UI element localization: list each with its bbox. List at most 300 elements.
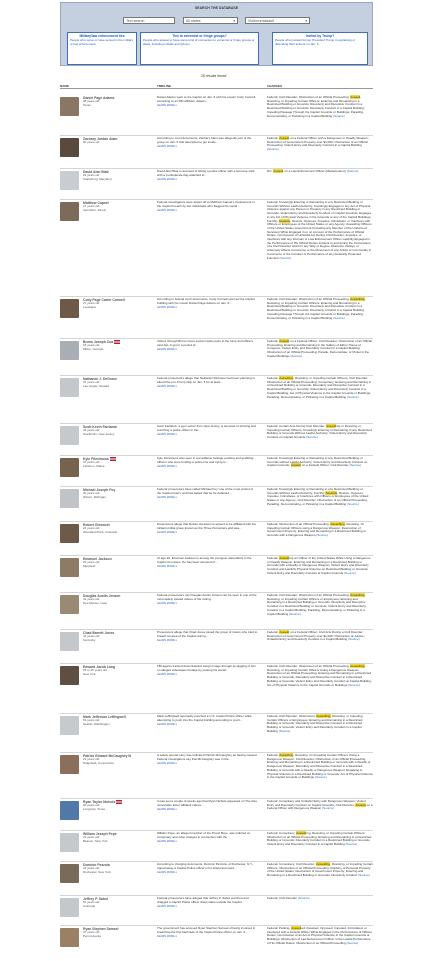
filter-card-text: People who serve or have served in the military, or law enforcement. [70,38,134,46]
table-row[interactable] [60,339,373,376]
learn-more-link[interactable]: LEARN MORE ▾ [157,385,177,389]
defendant-photo [60,138,79,157]
defendant-name-text: Robert Gieswein [83,523,110,527]
charges-text: Federal: Knowingly Entering or Remaining in any Restricted Building or Grounds without Lawful Authority; Violent Entry and Disorderly Conduct on Capitol Grounds; [267,456,368,468]
charges-text: ing or Resisting or Impeding Certain Officers; Knowingly Entering or Remaining in any Restricted Building or Grounds Without Lawful Authority; Violent Entry and Disorderly Conduct on Capitol Grounds [267,424,372,440]
defendant-place: Vermillion, Illinois [83,208,107,212]
table-row[interactable] [60,664,373,714]
timeline-text: Kyle Fitzsimons was seen in surveillance footage pushing and grabbing officers who were holding a police line and trying to... [157,457,254,464]
source-link[interactable]: (Source) [289,611,301,616]
timeline-text: According to court documents, Zachary Alam was allegedly part of the group on Jan. 6 that attempted to get inside... [157,137,252,144]
defendant-photo [60,426,79,445]
learn-more-link[interactable]: LEARN MORE ▾ [157,808,177,812]
learn-more-link[interactable]: LEARN MORE ▾ [157,871,177,875]
defendant-photo [60,524,79,543]
defendant-age: 43 years old [83,866,100,871]
defendant-info [83,931,101,938]
text-search-input[interactable]: Text search [123,17,175,24]
timeline-cell [157,170,258,182]
charges-text: on a Federal Officer; Civil Disorder; Obstruction of an Official Proceeding; Entering and Remaining in the Gallery of Either House of Congress; Violent Entry and Disorderly Conduct in a Capitol Building; Obstruction of an Official Proceeding; Parade, Demonstrate, or Picket in the Capitol Buildings [267,339,372,358]
charges-text: Federal: Civil Disorder [267,896,298,900]
source-link[interactable]: (Source) [322,806,334,811]
timeline-cell [157,523,258,535]
charges-text: , Resists, Opposes, Impedes, Intimidates, or Interferes with Officers or Employees of the United States or any Agency; Civil Disorder; Obstruction of an Official Proceeding; Parading, Demonstrating, or Picketing in a Capitol Building [267,490,369,506]
highlighted-term: Assault [279,630,290,634]
defendant-info [83,302,99,309]
highlighted-term: Assault [290,463,301,468]
defendant-name-text: Cody Page Carter Connell [83,298,125,302]
table-row[interactable] [60,556,373,593]
charges-text: , Resisting, or Impeding Certain Officers; Entering and Remaining in a Restricted Building or Grounds; Disorderly and Disruptive Conduct in a Restricted Building or Grounds; Disorderly Conduct in a Capitol Building; Impeding Passage Through the Capitol Grounds or Buildings; Parading, Demonstrating, or Picketing in a Capitol Building [267,297,366,320]
charges-text: Federal: [267,753,280,757]
defendant-info [83,492,106,499]
charges-cell [267,170,373,174]
defendant-photo [60,378,79,397]
defendant-place: Colorado [83,904,96,908]
charges-cell [267,377,373,399]
defendant-age: 38 years old [83,99,100,104]
timeline-cell [157,298,258,310]
learn-more-link[interactable]: LEARN MORE ▾ [157,935,177,939]
offense-select[interactable] [245,17,310,24]
defendant-age: 37 years old [83,930,100,935]
table-row[interactable] [60,799,373,831]
defendant-info [83,719,110,726]
highlighted-term: Assaulting [279,753,294,757]
charges-cell [267,800,373,811]
defendant-place: Rochester, New York [83,870,111,874]
timeline-text: It was just a couple of weeks ago that Ryan Nichols appeared on The Alex Jones/Alex Emer affidavit videos... [157,800,258,807]
column-header-timeline[interactable]: TIMELINE [157,84,171,88]
charges-cell [267,665,373,687]
timeline-cell [157,832,258,844]
defendant-place: Seattle, Washington [83,722,110,726]
learn-more-link[interactable]: LEARN MORE ▾ [157,209,177,213]
charges-text: , Resisting, or Impeding Certain Officers; Entering and Remaining in a Restricted Building or Grounds; Disorderly and Disruptive Conduct in a Restricted Building or Grounds; Disorderly Conduct in a Capitol Building; Impeding Passage Through the Capitol Grounds or Buildings; Parading, Demonstrating, or Picketing in a Capitol Building [267,95,365,118]
source-link[interactable]: (Source) [314,775,327,780]
defendant-place: Longview, Texas [83,807,105,811]
charges-cell [267,715,373,734]
source-link[interactable]: (Source) [348,682,360,687]
timeline-cell [157,863,258,875]
defendant-photo [60,666,79,685]
charges-text: on a Federal Officer with Dangerous Weapon [267,802,373,811]
trump-flag-icon [110,457,116,460]
table-row[interactable] [60,487,373,522]
timeline-text: The government has accused Ryan Stephen Samsel of being involved in breaching the first barricade of the Capitol Police officer on Jan. 6... [157,927,256,934]
learn-more-link[interactable]: LEARN MORE ▾ [157,496,177,500]
learn-more-link[interactable]: LEARN MORE ▾ [157,723,177,727]
timeline-text: Mark Leffingwell reportedly punched a U.S. Capitol Police officer while attempting to push into the Capitol building according to court... [157,715,252,722]
table-row[interactable] [60,200,373,297]
defendant-age: 43 years old [83,428,100,433]
highlighted-term: Assault [296,831,307,835]
defendant-age: 26 years old [83,173,100,178]
charges-text: Federal: [267,136,280,140]
charges-text: Federal: Knowingly Entering or Remaining in any Restricted Building or Grounds Without Lawful Authority; Forcibly [267,487,363,495]
defendant-info [83,141,99,145]
timeline-text: Daniel Adams went to the Capitol on Jan. 6 with his cousin Cody Connell, according to an FBI affidavit. Adams... [157,96,256,103]
timeline-text: Federal prosecutors allege that Nathaniel DeGrave had been planning to attend the pro-Trump rally on Jan. 6 for at least... [157,377,256,384]
source-link[interactable]: (Source) [344,570,356,575]
charges-cell [267,557,373,576]
search-panel-title: SEARCH THE DATABASE [194,6,239,10]
table-header [60,84,373,89]
defendant-place: New York [83,672,96,676]
defendant-place: Des Moines, Iowa [83,601,107,605]
timeline-cell [157,800,258,812]
learn-more-link[interactable]: LEARN MORE ▾ [157,565,177,569]
highlighted-term: Assault [326,424,337,428]
charges-text: Federal: Civil Disorder; Obstruction; [267,714,317,718]
charges-cell [267,488,373,507]
defendant-age: 41 years old [83,597,100,602]
learn-more-link[interactable]: LEARN MORE ▾ [157,673,177,677]
table-row[interactable] [60,862,373,896]
results-count: 28 results found [200,74,227,78]
learn-more-link[interactable]: LEARN MORE ▾ [157,905,177,909]
table-row[interactable] [60,136,373,169]
learn-more-link[interactable]: LEARN MORE ▾ [157,104,177,108]
highlighted-term: Assault [355,802,366,807]
charges-text: Federal: Civil Disorder; Obstruction of an Official Proceeding; [267,297,351,301]
charges-text: , Resisting, or Impeding Certain Officers or Employees; Entering and Remaining in a Restricted Building or Grounds; Disorderly and Disruptive Conduct in a Restricted Building or Grounds; Violent Entry and Disorderly Conduct in a Capitol Building; Parading, Demonstrating, or Picketing in a Capitol Building [267,593,366,616]
defendant-age: 30 years old [83,491,100,496]
defendant-photo [60,458,79,477]
trump-flag-icon [114,340,120,343]
defendant-info [83,836,108,843]
charges-cell [267,863,373,878]
defendant-info [83,205,106,212]
source-link[interactable]: (Source) [316,533,328,538]
table-row[interactable] [60,376,373,424]
timeline-cell [157,425,258,437]
source-link[interactable]: (Source) [267,147,279,152]
charges-text: DC: [267,169,274,173]
source-link[interactable]: (Source) [345,842,358,847]
source-link[interactable]: (Source) [279,255,292,260]
source-link[interactable]: (Source) [333,113,345,118]
table-row[interactable] [60,630,373,664]
timeline-cell [157,897,258,909]
defendant-age: 27 years old [83,204,100,209]
defendant-name-text: Matthew Capsel [83,201,109,205]
highlighted-term: Assault [279,556,290,560]
highlighted-term: Assaults [325,490,338,495]
defendant-name-text: Ryan Stephen Samsel [83,927,119,931]
defendant-age: 30 years old [83,140,100,145]
charges-text: Federal: Conspiracy; Civil Disorder; [267,862,316,866]
state-select-value: All states [186,19,201,23]
defendant-name-text: Scott Kevin Fairlamb [83,425,117,429]
defendant-place: Lebanon, Maine [83,464,105,468]
charges-cell [267,340,373,359]
source-link[interactable]: (Source) [346,169,359,173]
defendant-name-text: Daniel Page Adams [83,96,115,100]
timeline-text: According to federal court documents, Cody Connell stormed the Capitol building with his cousin Daniel Page Adams on Jan. 6... [157,298,255,305]
timeline-cell [157,457,258,469]
trump-flag-icon [116,800,122,803]
timeline-text: Federal investigators were tipped off to Matthew Capsel's involvement in the Capitol breach by two individuals who flagged his social... [157,201,255,208]
charges-cell [267,457,373,468]
source-link[interactable]: (Source) [358,873,370,878]
defendant-age: 31 years old [83,835,100,840]
timeline-text: At age 20, Emanuel Jackson is among the youngest defendants in the Capitol riot cases. He has been accused of... [157,557,252,564]
defendant-photo [60,928,79,947]
defendant-photo [60,833,79,852]
highlighted-term: Assaulting [350,664,365,668]
charges-text: , Resisting, or Impeding Certain Officers; Civil Disorder; Obstruction of an Official Proceeding; Conspiracy; Entering and Remaining in a Restricted Building or Grounds; Disorderly and Disruptive Conduct in a Restricted Building or Grounds; Violent Entry and Disorderly Conduct in a Capitol Building; Act of Physical Violence in the Capitol Grounds or Buildings; Parading, Demonstrating, or Picketing in a Capitol Building [267,376,372,399]
learn-more-link[interactable]: LEARN MORE ▾ [157,602,177,606]
defendant-info [83,901,99,908]
source-link[interactable]: (Source) [306,435,318,440]
learn-more-link[interactable]: LEARN MORE ▾ [157,531,177,535]
charges-text: ed, Resisted, Opposed, Impeded, Intimidated, or Interfered with a Federal Officer While Engaged in the Performance of Official Duties; Commission of an Act of Physical Violence in the Capitol Grounds or Buildings; Obstruction of Law Enforcement Officer in the Lawful Performance of His Official Duties; Obstruction of an Official Proceeding [267,926,372,945]
highlighted-term: Assault [350,95,361,99]
timeline-text: Federal prosecutors have alleged that Jeffrey P. Sabol punched and dragged a Capitol Police officer down stairs outside the Capitol... [157,897,249,904]
timeline-text: Federal prosecutors say Douglas Austin Jensen can be seen in one of the most widely viewed videos of the rioting... [157,594,257,601]
defendant-photo [60,489,79,508]
charges-text: Federal: Parking, [267,926,292,930]
defendant-place: Wixom, Michigan [83,495,106,499]
table-row[interactable] [60,169,373,200]
charges-text: Federal: Civil Disorder; Obstruction of an Official Proceeding; [267,95,351,99]
charges-text: Federal: [267,556,280,560]
defendant-info [83,100,99,107]
defendant-name-text: Emanuel Jackson [83,557,112,561]
defendant-photo [60,716,79,735]
learn-more-link[interactable]: LEARN MORE ▾ [157,433,177,437]
learn-more-link[interactable]: LEARN MORE ▾ [157,348,177,352]
defendant-info [83,429,114,436]
defendant-name-text: Nathaniel J. DeGrave [83,377,117,381]
defendant-age: 27 years old [83,301,100,306]
defendant-photo [60,595,79,614]
defendant-info [83,669,107,676]
defendant-name-text: Mark Jefferson Leffingwell [83,715,126,719]
defendant-photo [60,341,79,360]
defendant-age: 37 years old [83,460,100,465]
timeline-cell [157,665,258,677]
charges-text: , Resisting, or Impeding Certain Officers or Employees; Entering and Remaining in a Restricted Building or Grounds; Disorderly and Disruptive Conduct in a Restricted Building or Grounds; Violent Entry and Disorderly Conduct in a Capitol Building [267,714,363,733]
filter-card-heading: Invited by Trump? [305,34,335,38]
defendant-place: Texas [83,103,91,107]
table-row[interactable] [60,831,373,862]
defendant-place: Stockholm, New Jersey [83,432,115,436]
charges-text: Federal: [267,339,280,343]
source-link[interactable]: (Source) [290,353,303,358]
learn-more-link[interactable]: LEARN MORE ▾ [157,145,177,149]
charges-text: Federal: Knowingly Entering or Remaining in any Restricted Building or Grounds Without Lawful Authority; Knowingly Engages in any Act of Physical Violence against any Person or Property in any Restricted Building or Grounds; Violent Entry and Disorderly Conduct on Capitol Grounds; Engages in any Act of Physical Violence in the Grounds or any of the Capitol Buildings; Forcibly [267,200,372,223]
charges-cell [267,897,373,901]
highlighted-term: Assault [273,169,284,173]
defendant-age: 31 years old [83,380,100,385]
filter-card-trump[interactable] [272,32,368,65]
table-row[interactable] [60,896,373,926]
defendant-name-text: Dominic Pezzola [83,863,110,867]
defendant-age: 25 to 25 years old [83,668,107,673]
filter-card-military[interactable] [67,32,137,65]
defendant-photo [60,864,79,883]
timeline-cell [157,927,258,939]
charges-cell [267,523,373,538]
charges-cell [267,425,373,440]
state-select[interactable] [183,17,238,24]
highlighted-term: Assaulting [350,297,365,301]
source-link[interactable]: (Source) [349,463,362,468]
timeline-cell [157,715,258,727]
table-row[interactable] [60,95,373,136]
defendant-place: Beacon, New York [83,839,108,843]
filter-card-heading: Ties to extremist or fringe groups? [172,34,227,38]
defendant-name-text: Patrick Edward McCaughey III [83,754,132,758]
defendant-name-text: Zachary Jordan Alam [83,137,118,141]
defendant-place: Las Vegas, Nevada [83,384,110,388]
chevron-down-icon: ▾ [233,19,235,23]
learn-more-link[interactable]: LEARN MORE ▾ [157,840,177,844]
defendant-photo [60,558,79,577]
highlighted-term: Assaulting [279,376,294,380]
search-panel [60,2,373,66]
charges-text: on a Federal Officer; Civil Acts During a Civil Disorder; Destruction of Government Property over $1,000; Obstruction of Justice; Unlawful Entry and Disorderly Conduct in a Capitol Building [267,630,365,642]
highlighted-term: Assaulting [350,593,365,597]
table-row[interactable] [60,424,373,456]
charges-text: Federal: Civil Disorder; Obstruction of an Official Proceeding; [267,593,351,597]
filter-card-extremist[interactable] [140,32,259,65]
highlighted-term: Assault [279,339,290,343]
defendant-info [83,461,105,468]
defendant-info [83,758,114,765]
charges-cell [267,298,373,320]
defendant-age: 24 years old [83,526,100,531]
timeline-cell [157,201,258,213]
charges-cell [267,832,373,847]
source-link[interactable]: (Source) [278,728,291,733]
charges-cell [267,594,373,616]
defendant-name-text: Ryan Taylor Nichols [83,800,116,804]
defendant-name-text: Edward Jacob Lang [83,665,116,669]
timeline-text: Prosecutors allege that Robert Gieswein is agreed to be affiliated with the militant militia group known as the Three Percenters and was... [157,523,257,530]
defendant-info [83,381,109,388]
timeline-text: FBI agents tracked down Edward Lang's image through its tagging of him on alleged videotapes footage by posting his social... [157,665,256,672]
defendant-info [83,635,99,642]
table-row[interactable] [60,297,373,339]
filter-card-text: People who appear to have some kind of connection to extremist or fringe groups or ideas, including militias and QAnon. [143,38,255,46]
defendant-photo [60,632,79,651]
source-link[interactable]: (Source) [346,394,359,399]
table-row[interactable] [60,593,373,630]
source-link[interactable]: (Source) [298,896,310,900]
timeline-text: Scott Fairlamb, a gym owner from New Jersey, is accused of shoving and punching a police officer in the... [157,425,257,432]
learn-more-link[interactable]: LEARN MORE ▾ [157,178,177,182]
column-header-name[interactable]: NAME [60,84,69,88]
timeline-cell [157,377,258,389]
offense-select-value: Violence/assault [248,19,275,23]
highlighted-term: Assaults [278,218,291,223]
source-link[interactable]: (Source) [347,637,360,642]
defendant-name-text: Michael Joseph Foy [83,488,116,492]
highlighted-term: Assaulting [316,714,331,718]
highlighted-term: Assault [291,926,302,930]
charges-text: , Resisting, Or Impeding Certain Officers Using a Dangerous Weapon; Civil Disorder; Obstruction of an Official Proceeding; Entering and Remaining in a Restricted Building or Grounds with a Deadly or Dangerous Weapon; Disorderly and Disruptive Conduct in a Restricted Building or Grounds with a Deadly or Dangerous Weapon; Engaging in Physical Violence in a Restricted Building or Grounds; Act of Physical Violence in the Capitol Grounds or Buildings [267,753,373,780]
timeline-text: Federal prosecutors have called Michael Foy 'one of the most violent of the Capitol rioters' and has asked that he be detained... [157,488,254,495]
defendant-age: 18 years old [83,343,100,348]
timeline-cell [157,557,258,569]
timeline-text: Prosecutors allege that Chad Jones joined the group of rioters who tried to breach an area of the Capitol during... [157,631,258,638]
charges-text: , Resisting, or Impeding Certain Officers; Obstruction of an Official Proceeding; Robbery of Personal Property of the United States; Destruction of Government Property; Entering and Remaining in a Restricted Building or Grounds; Disorderly Conduct [267,862,373,878]
charges-cell [267,137,373,152]
defendant-info [83,804,105,811]
table-row[interactable] [60,753,373,799]
source-link[interactable]: (Source) [333,315,345,320]
charges-text: , Resisting, Or Impeding Certain Officers using a Dangerous Weapon; Destruction of Government Property; Entering and Remaining in a Restricted Building or Grounds with a Dangerous Weapon [267,522,367,538]
charges-text: Federal: [267,376,280,380]
charges-text: on a Federal Officer with a Dangerous or Deadly Weapon; Destruction of Government Property over $1,000; Obstruction of an Official Proceeding; Violent Entry and Disorderly Conduct in a Capitol Building [267,136,369,148]
defendant-name-text: Bruno Joseph Cua [83,340,114,344]
timeline-cell [157,594,258,606]
defendant-info [83,174,112,181]
table-row[interactable] [60,522,373,556]
timeline-text: According to charging documents, Dominic Pezzola, of Rochester, N.Y., ripped away a Capitol Police officer's riot shield and used... [157,863,254,870]
defendant-photo [60,171,79,190]
charges-cell [267,631,373,642]
timeline-cell [157,137,258,149]
defendant-name-text: Douglas Austin Jensen [83,594,121,598]
learn-more-link[interactable]: LEARN MORE ▾ [157,762,177,766]
timeline-text: A widely spread story has indicated Patrick McCaughey as having caused. Federal investigators say that McCaughey was in the... [157,754,258,761]
learn-more-link[interactable]: LEARN MORE ▾ [157,465,177,469]
defendant-photo [60,755,79,774]
timeline-text: Videos through Bruno Cua's social media posts in the lump and officers said Jan. 6 got in a period of... [157,340,254,347]
table-row[interactable] [60,926,373,961]
defendant-place: Kentucky [83,638,96,642]
table-row[interactable] [60,456,373,487]
charges-text: on a Federal Officer; Civil Disorder [301,463,350,468]
charges-text: ing, Resisting, or Impeding Certain Officers; Obstruction of an Official Proceeding; Entering and Remaining in a Restricted Building or Grounds; Disorderly Conduct in a Restricted Building or Grounds; Violent Entry and Disorderly Conduct in a Capitol Building [267,831,372,847]
defendant-name-text: Chad Barrett Jones [83,631,115,635]
charges-text: , Resists, Opposes, Impedes, Intimidates, or Interferes with Officers or Employees of the United States or any Agency; Assaulting Officers of the United States Government (Including any Member of the Uniformed Services) While Engaged in or on Account of the Performance of Official Duties; Commission of Unlawful Act During Civil Disorder; Impedes, or Interferes with any Fireman or Law Enforcement Officer Lawfully Engaged in the Performance of His Official Duties Incident to and during the Commission of a Civil Disorder which in any Way or Degree Obstructs, Delays, or Adversely Affects Commerce or the Movement of any Article or Commodity in Commerce or the Conduct or Performance of any Federally Protected Function [267,218,372,260]
table-row[interactable] [60,714,373,753]
defendant-name-text: David Alan Blair [83,170,109,174]
highlighted-term: Assaulting [330,522,345,526]
source-link[interactable]: (Source) [346,940,359,945]
defendant-info [83,598,107,605]
column-header-charges[interactable]: CHARGES [267,84,283,88]
defendant-info [83,561,99,568]
defendant-age: 42 years old [83,634,100,639]
defendant-info [83,527,117,534]
filter-card-heading: Military/law enforcement ties [79,34,125,38]
defendant-photo [60,898,79,917]
defendant-place: Maryland [83,564,96,568]
charges-cell [267,754,373,780]
defendant-photo [60,202,79,221]
defendant-place: Ridgefield, Connecticut [83,761,114,765]
charges-cell [267,96,373,118]
timeline-cell [157,754,258,766]
charges-cell [267,201,373,260]
charges-text: Federal: [267,630,280,634]
learn-more-link[interactable]: LEARN MORE ▾ [157,306,177,310]
charges-text: Federal: Obstruction of an Official Proceeding; [267,522,331,526]
timeline-cell [157,340,258,352]
highlighted-term: Assaulting [315,862,331,866]
charges-text: Federal: Conspiracy and Unlawful Entry with Dangerous Weapon; Violent Entry and Disorderly Conduct on Capitol Grounds; Civil Disorder; [267,799,366,807]
defendant-age: 20 years old [83,560,100,565]
learn-more-link[interactable]: LEARN MORE ▾ [157,639,177,643]
defendant-name-text: William Joseph Pepe [83,832,117,836]
source-link[interactable]: (Source) [346,501,359,506]
